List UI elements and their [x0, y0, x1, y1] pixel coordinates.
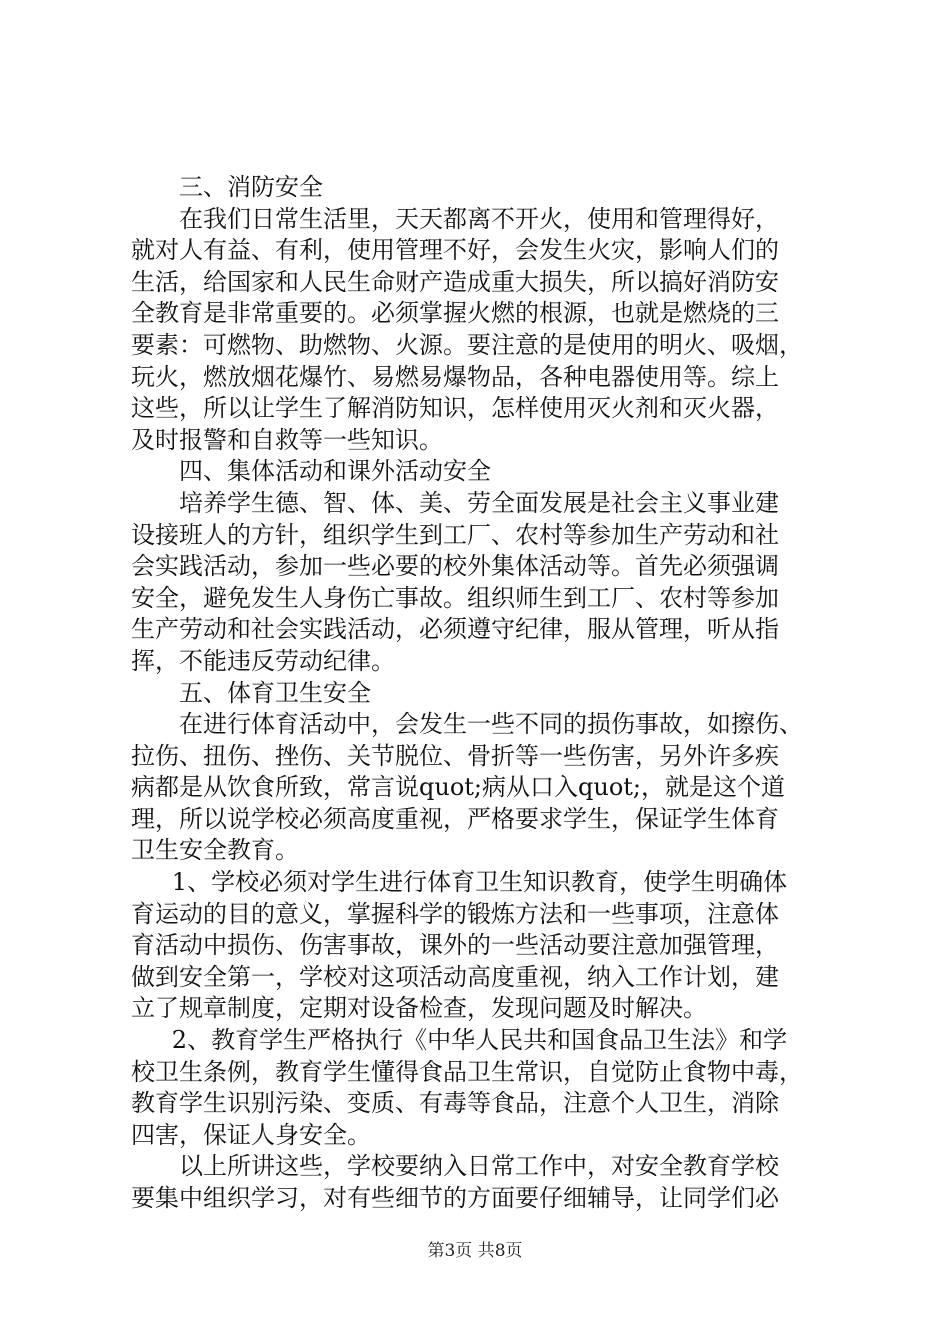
- text-line: 要素：可燃物、助燃物、火源。要注意的是使用的明火、吸烟，: [131, 330, 803, 359]
- text-line: 育运动的目的意义，掌握科学的锻炼方法和一些事项，注意体: [131, 899, 779, 928]
- text-line: 拉伤、扭伤、挫伤、关节脱位、骨折等一些伤害，另外许多疾: [131, 741, 779, 770]
- text-line: 病都是从饮食所致，常言说quot;病从口入quot;，就是这个道: [131, 773, 785, 802]
- text-line: 玩火，燃放烟花爆竹、易燃易爆物品，各种电器使用等。综上: [131, 362, 779, 391]
- text-line: 及时报警和自救等一些知识。: [131, 425, 443, 454]
- text-line: 这些，所以让学生了解消防知识，怎样使用灭火剂和灭火器，: [131, 394, 779, 423]
- text-line: 生活，给国家和人民生命财产造成重大损失，所以搞好消防安: [131, 267, 779, 296]
- text-line: 设接班人的方针，组织学生到工厂、农村等参加生产劳动和社: [131, 520, 779, 549]
- text-line: 生产劳动和社会实践活动，必须遵守纪律，服从管理，听从指: [131, 615, 779, 644]
- text-line: 五、体育卫生安全: [179, 678, 371, 707]
- text-line: 培养学生德、智、体、美、劳全面发展是社会主义事业建: [179, 488, 779, 517]
- text-line: 做到安全第一，学校对这项活动高度重视，纳入工作计划，建: [131, 962, 779, 991]
- text-line: 全教育是非常重要的。必须掌握火燃的根源，也就是燃烧的三: [131, 299, 779, 328]
- text-line: 校卫生条例，教育学生懂得食品卫生常识，自觉防止食物中毒，: [131, 1057, 803, 1086]
- text-line: 安全，避免发生人身伤亡事故。组织师生到工厂、农村等参加: [131, 583, 779, 612]
- text-line: 在进行体育活动中，会发生一些不同的损伤事故，如擦伤、: [179, 710, 803, 739]
- text-line: 1、学校必须对学生进行体育卫生知识教育，使学生明确体: [171, 868, 788, 897]
- text-line: 四害，保证人身安全。: [131, 1120, 371, 1149]
- document-body: [131, 172, 831, 1215]
- text-line: 2、教育学生严格执行《中华人民共和国食品卫生法》和学: [171, 1026, 788, 1055]
- text-line: 以上所讲这些，学校要纳入日常工作中，对安全教育学校: [179, 1152, 779, 1181]
- text-line: 要集中组织学习，对有些细节的方面要仔细辅导，让同学们必: [131, 1184, 779, 1212]
- text-line: 挥，不能违反劳动纪律。: [131, 646, 395, 675]
- text-line: 理，所以说学校必须高度重视，严格要求学生，保证学生体育: [131, 804, 779, 833]
- text-line: 育活动中损伤、伤害事故，课外的一些活动要注意加强管理，: [131, 931, 779, 960]
- text-line: 教育学生识别污染、变质、有毒等食品，注意个人卫生，消除: [131, 1089, 779, 1118]
- text-line: 四、集体活动和课外活动安全: [179, 457, 491, 486]
- text-line: 卫生安全教育。: [131, 836, 299, 865]
- text-line: 会实践活动，参加一些必要的校外集体活动等。首先必须强调: [131, 552, 779, 581]
- text-line: 就对人有益、有利，使用管理不好，会发生火灾，影响人们的: [131, 236, 779, 265]
- text-line: 三、消防安全: [179, 173, 323, 201]
- text-line: 在我们日常生活里，天天都离不开火，使用和管理得好，: [179, 204, 779, 233]
- text-line: 立了规章制度，定期对设备检查，发现问题及时解决。: [131, 994, 707, 1023]
- page-number-footer: 第3页 共8页: [427, 1241, 523, 1261]
